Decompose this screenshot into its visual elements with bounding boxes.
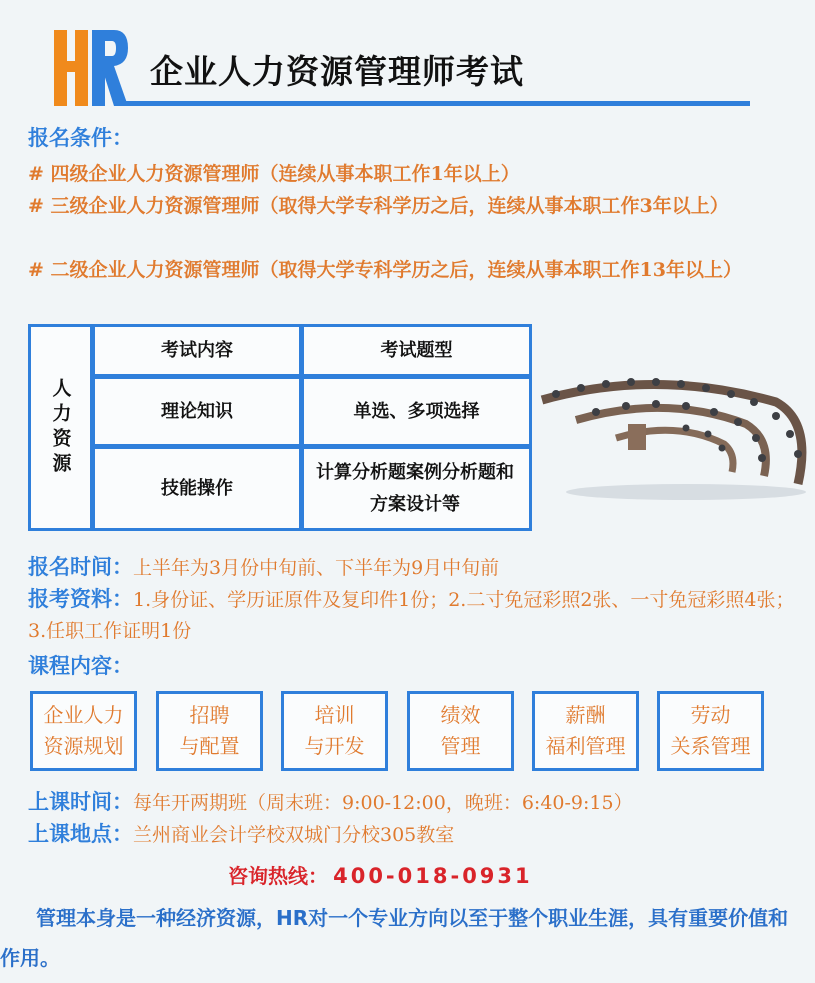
registration-time-label: 报名时间：: [28, 555, 133, 579]
page-title: 企业人力资源管理师考试: [150, 52, 524, 91]
course-training: [281, 691, 388, 771]
class-time: [28, 786, 808, 818]
course-line: 薪酬: [565, 703, 606, 727]
courses-heading: 课程内容：: [28, 654, 133, 678]
course-performance: [407, 691, 514, 771]
table-header-type: 考试题型: [380, 339, 453, 361]
table-cell-type: 单选、多项选择: [353, 400, 480, 422]
hr-logo: [52, 28, 130, 108]
registration-materials-value: 1.身份证、学历证原件及复印件1份；2.二寸免冠彩照2张、一寸免冠彩照4张；3.任职工作证明1份: [28, 589, 795, 642]
course-line: 资源规划: [43, 734, 124, 758]
closing-statement: 管理本身是一种经济资源，HR对一个专业方向以至于整个职业生涯，具有重要价值和作用。: [0, 906, 789, 970]
course-labor-relations: [657, 691, 764, 771]
class-place: [28, 818, 808, 850]
exam-table: [28, 324, 532, 531]
condition-item-3: # 二级企业人力资源管理师（取得大学专科学历之后，连续从事本职工作13年以上）: [28, 259, 742, 281]
conditions-heading: 报名条件：: [28, 126, 133, 150]
condition-item-2: # 三级企业人力资源管理师（取得大学专科学历之后，连续从事本职工作3年以上）: [28, 195, 729, 217]
class-time-value: 每年开两期班（周末班：9:00-12:00，晚班：6:40-9:15）: [133, 792, 633, 814]
registration-time-value: 上半年为3月份中旬前、下半年为9月中旬前: [133, 557, 500, 579]
condition-item-1: # 四级企业人力资源管理师（连续从事本职工作1年以上）: [28, 163, 520, 185]
conference-room-image: [536, 372, 812, 502]
hotline-number[interactable]: 400-018-0931: [333, 864, 533, 888]
registration-materials-label: 报考资料：: [28, 587, 133, 611]
table-cell-content: 技能操作: [161, 477, 233, 499]
class-time-label: 上课时间：: [28, 790, 133, 814]
class-place-value: 兰州商业会计学校双城门分校305教室: [133, 824, 455, 846]
hotline: [228, 860, 533, 889]
table-side-label: 人力资源: [49, 377, 72, 478]
course-hr-planning: [30, 691, 137, 771]
title-underline: [120, 101, 750, 106]
course-compensation: [532, 691, 639, 771]
course-recruitment: [156, 691, 263, 771]
table-header-content: 考试内容: [161, 339, 233, 361]
course-line: 关系管理: [670, 734, 751, 758]
course-line: 福利管理: [545, 734, 626, 758]
hotline-label: 咨询热线：: [228, 864, 328, 888]
course-line: 绩效: [440, 703, 481, 727]
class-place-label: 上课地点：: [28, 822, 133, 846]
course-line: 劳动: [690, 703, 731, 727]
table-cell-type: 计算分析题案例分析题和方案设计等: [316, 461, 514, 515]
course-line: 与开发: [304, 734, 365, 758]
course-line: 管理: [440, 734, 481, 758]
course-line: 与配置: [179, 734, 240, 758]
registration-materials: [28, 584, 798, 647]
course-line: 培训: [314, 703, 355, 727]
course-line: 企业人力: [43, 703, 124, 727]
table-cell-content: 理论知识: [161, 400, 233, 422]
course-line: 招聘: [189, 703, 230, 727]
registration-time: [28, 551, 808, 583]
